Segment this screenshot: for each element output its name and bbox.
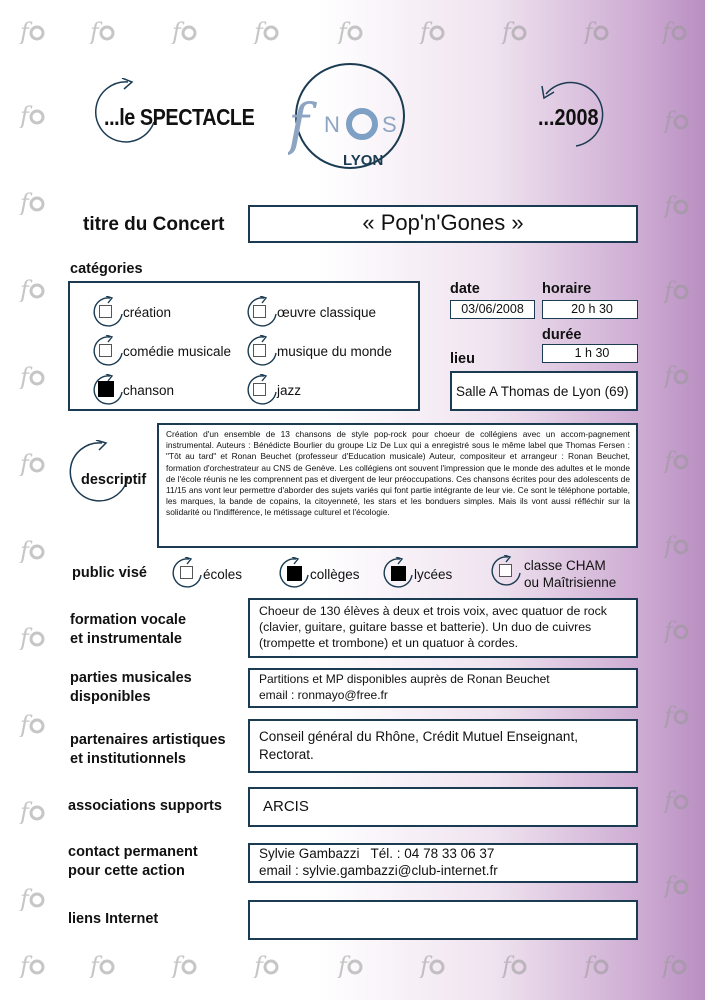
watermark-logo-icon bbox=[660, 16, 688, 44]
svg-text:f: f bbox=[254, 952, 263, 978]
svg-text:f: f bbox=[662, 952, 671, 978]
category-checkbox-4[interactable] bbox=[98, 381, 114, 397]
descriptif-text: Création d'un ensemble de 13 chansons de style pop-rock pour choeur de collégiens avec un accom-pagnement instrumental. Auteurs : Bénédicte Bourlier du groupe Liz De Lux qui a enregistré sous le même label que Thomas Fersen : "Tôt au tard" et Ronan Beuchet (professeur d'Education musicale) Auteur, compositeur et arrangeur : Ronan Beuchet, formation d'orchestrateur au CNS de Genève. Les collégiens ont souvent l'impression que le monde des adultes et le monde de l'école réunis ne les comprennent pas et divergent de leur préoccupations. Ces chansons écrites pour des adolescents de 11/15 ans vont leur permettre d'aborder des sujets variés qui font partie intégrante de leur vie. Ce sont le téléphone portable, les marques, la bande de copains, la citoyenneté, les stars et les bonduers simples. Mais ils vont aussi réfléchir sur la solidarité ou l'indifférence, le métissage culturel et l'écologie. bbox=[166, 429, 630, 518]
parties-line2: email : ronmayo@free.fr bbox=[259, 688, 388, 702]
date-label: date bbox=[450, 281, 480, 297]
watermark-logo-icon bbox=[170, 16, 198, 44]
svg-text:f: f bbox=[172, 18, 181, 44]
svg-text:f: f bbox=[20, 885, 29, 911]
category-label-0: création bbox=[123, 305, 172, 320]
watermark-logo-icon bbox=[18, 274, 46, 302]
svg-text:f: f bbox=[338, 952, 347, 978]
watermark-logo-icon bbox=[500, 950, 528, 978]
svg-text:f: f bbox=[664, 702, 673, 728]
svg-text:f: f bbox=[584, 18, 593, 44]
svg-text:f: f bbox=[20, 537, 29, 563]
category-label-2: comédie musicale bbox=[123, 344, 232, 359]
category-checkbox-1[interactable] bbox=[253, 305, 266, 318]
watermark-logo-icon bbox=[582, 950, 610, 978]
duree-label: durée bbox=[542, 327, 582, 343]
svg-text:f: f bbox=[662, 18, 671, 44]
horaire-label: horaire bbox=[542, 281, 592, 297]
svg-text:f: f bbox=[20, 276, 29, 302]
svg-text:f: f bbox=[664, 872, 673, 898]
parties-label-2: disponibles bbox=[70, 689, 151, 705]
svg-text:N: N bbox=[324, 112, 340, 137]
category-checkbox-2[interactable] bbox=[99, 344, 112, 357]
svg-text:f: f bbox=[664, 362, 673, 388]
watermark-logo-icon bbox=[18, 622, 46, 650]
svg-text:f: f bbox=[20, 18, 29, 44]
watermark-logo-icon bbox=[418, 16, 446, 44]
header-left-title: ...le SPECTACLE bbox=[104, 104, 255, 130]
watermark-logo-icon bbox=[336, 16, 364, 44]
svg-text:f: f bbox=[20, 952, 29, 978]
watermark-logo-icon bbox=[662, 445, 690, 473]
parties-line1: Partitions et MP disponibles auprès de Ronan Beuchet bbox=[259, 672, 550, 686]
contact-line2: email : sylvie.gambazzi@club-internet.fr bbox=[259, 863, 498, 878]
watermark-logo-icon bbox=[18, 100, 46, 128]
public-checkbox-1[interactable] bbox=[287, 566, 302, 581]
concert-title-value: « Pop'n'Gones » bbox=[362, 210, 524, 235]
svg-text:f: f bbox=[288, 93, 309, 158]
public-label-3: classe CHAM bbox=[524, 558, 606, 573]
svg-text:S: S bbox=[382, 112, 397, 137]
partenaires-label-1: partenaires artistiques bbox=[70, 732, 226, 748]
category-label-5: jazz bbox=[277, 383, 302, 398]
svg-text:f: f bbox=[90, 18, 99, 44]
public-checkbox-2[interactable] bbox=[391, 566, 406, 581]
watermark-logo-icon bbox=[662, 105, 690, 133]
svg-text:f: f bbox=[90, 952, 99, 978]
lieu-label: lieu bbox=[450, 351, 475, 367]
horaire-value: 20 h 30 bbox=[571, 302, 613, 316]
public-label-2: lycées bbox=[414, 567, 453, 582]
svg-text:f: f bbox=[338, 18, 347, 44]
watermark-logo-icon bbox=[336, 950, 364, 978]
svg-text:f: f bbox=[20, 102, 29, 128]
contact-label-1: contact permanent bbox=[68, 844, 198, 860]
watermark-logo-icon bbox=[662, 360, 690, 388]
duree-value: 1 h 30 bbox=[574, 346, 610, 360]
watermark-logo-icon bbox=[662, 190, 690, 218]
watermark-logo-icon bbox=[500, 16, 528, 44]
contact-line1: Sylvie Gambazzi Tél. : 04 78 33 06 37 bbox=[259, 846, 495, 861]
watermark-logo-icon bbox=[88, 950, 116, 978]
svg-text:f: f bbox=[20, 189, 29, 215]
svg-text:f: f bbox=[20, 450, 29, 476]
watermark-logo-icon bbox=[18, 187, 46, 215]
svg-text:f: f bbox=[664, 277, 673, 303]
svg-text:f: f bbox=[664, 107, 673, 133]
logo-city: LYON bbox=[343, 152, 384, 169]
liens-label: liens Internet bbox=[68, 911, 159, 927]
watermark-logo-icon bbox=[662, 530, 690, 558]
category-label-4: chanson bbox=[123, 383, 175, 398]
category-label-3: musique du monde bbox=[277, 344, 392, 359]
svg-text:f: f bbox=[664, 192, 673, 218]
public-label-0: écoles bbox=[203, 567, 243, 582]
date-value: 03/06/2008 bbox=[461, 302, 524, 316]
concert-title-label: titre du Concert bbox=[83, 214, 225, 235]
watermark-logo-icon bbox=[88, 16, 116, 44]
category-checkbox-5[interactable] bbox=[253, 383, 266, 396]
formation-text: Choeur de 130 élèves à deux et trois voix, avec quatuor de rock (clavier, guitare, guitare basse et batterie). Un duo de cuivres (trompette et trombone) et un quatuor à cordes. bbox=[259, 604, 607, 650]
watermark-logo-icon bbox=[662, 275, 690, 303]
svg-text:f: f bbox=[584, 952, 593, 978]
svg-text:f: f bbox=[664, 447, 673, 473]
svg-text:f: f bbox=[20, 363, 29, 389]
category-label-1: œuvre classique bbox=[277, 305, 377, 320]
watermark-logo-icon bbox=[18, 448, 46, 476]
watermark-logo-icon bbox=[582, 16, 610, 44]
watermark-logo-icon bbox=[418, 950, 446, 978]
watermark-logo-icon bbox=[662, 870, 690, 898]
associations-value: ARCIS bbox=[263, 798, 309, 815]
public-checkbox-3[interactable] bbox=[499, 564, 512, 577]
public-label: public visé bbox=[72, 565, 147, 581]
watermark-logo-icon bbox=[18, 950, 46, 978]
public-label-1: collèges bbox=[310, 567, 360, 582]
svg-text:f: f bbox=[20, 711, 29, 737]
public-checkbox-0[interactable] bbox=[180, 566, 193, 579]
category-checkbox-0[interactable] bbox=[99, 305, 112, 318]
watermark-logo-icon bbox=[662, 700, 690, 728]
liens-box bbox=[248, 900, 638, 940]
watermark-logo-icon bbox=[662, 615, 690, 643]
watermark-logo-icon bbox=[660, 950, 688, 978]
svg-text:f: f bbox=[20, 624, 29, 650]
watermark-logo-icon bbox=[18, 883, 46, 911]
svg-text:f: f bbox=[420, 18, 429, 44]
public-label-3-line2: ou Maîtrisienne bbox=[524, 575, 617, 590]
watermark-logo-icon bbox=[18, 709, 46, 737]
categories-label: catégories bbox=[70, 261, 143, 277]
svg-text:f: f bbox=[502, 952, 511, 978]
svg-text:f: f bbox=[664, 617, 673, 643]
svg-text:f: f bbox=[20, 798, 29, 824]
lieu-value: Salle A Thomas de Lyon (69) bbox=[456, 384, 629, 399]
svg-text:f: f bbox=[664, 787, 673, 813]
watermark-logo-icon bbox=[18, 16, 46, 44]
watermark-logo-icon bbox=[252, 950, 280, 978]
watermark-logo-icon bbox=[662, 785, 690, 813]
svg-text:f: f bbox=[254, 18, 263, 44]
svg-text:f: f bbox=[664, 532, 673, 558]
formation-label-2: et instrumentale bbox=[70, 631, 182, 647]
svg-text:f: f bbox=[420, 952, 429, 978]
header-right-year: ...2008 bbox=[538, 104, 599, 130]
contact-label-2: pour cette action bbox=[68, 863, 185, 879]
watermark-logo-icon bbox=[170, 950, 198, 978]
watermark-logo-icon bbox=[18, 535, 46, 563]
partenaires-label-2: et institutionnels bbox=[70, 751, 186, 767]
watermark-logo-icon bbox=[252, 16, 280, 44]
associations-label: associations supports bbox=[68, 798, 222, 814]
watermark-logo-icon bbox=[18, 361, 46, 389]
partenaires-text: Conseil général du Rhône, Crédit Mutuel Enseignant, Rectorat. bbox=[259, 729, 578, 762]
parties-label-1: parties musicales bbox=[70, 670, 192, 686]
svg-text:f: f bbox=[172, 952, 181, 978]
category-checkbox-3[interactable] bbox=[253, 344, 266, 357]
watermark-logo-icon bbox=[18, 796, 46, 824]
descriptif-label: descriptif bbox=[81, 472, 147, 488]
formation-label-1: formation vocale bbox=[70, 612, 187, 628]
svg-text:f: f bbox=[502, 18, 511, 44]
